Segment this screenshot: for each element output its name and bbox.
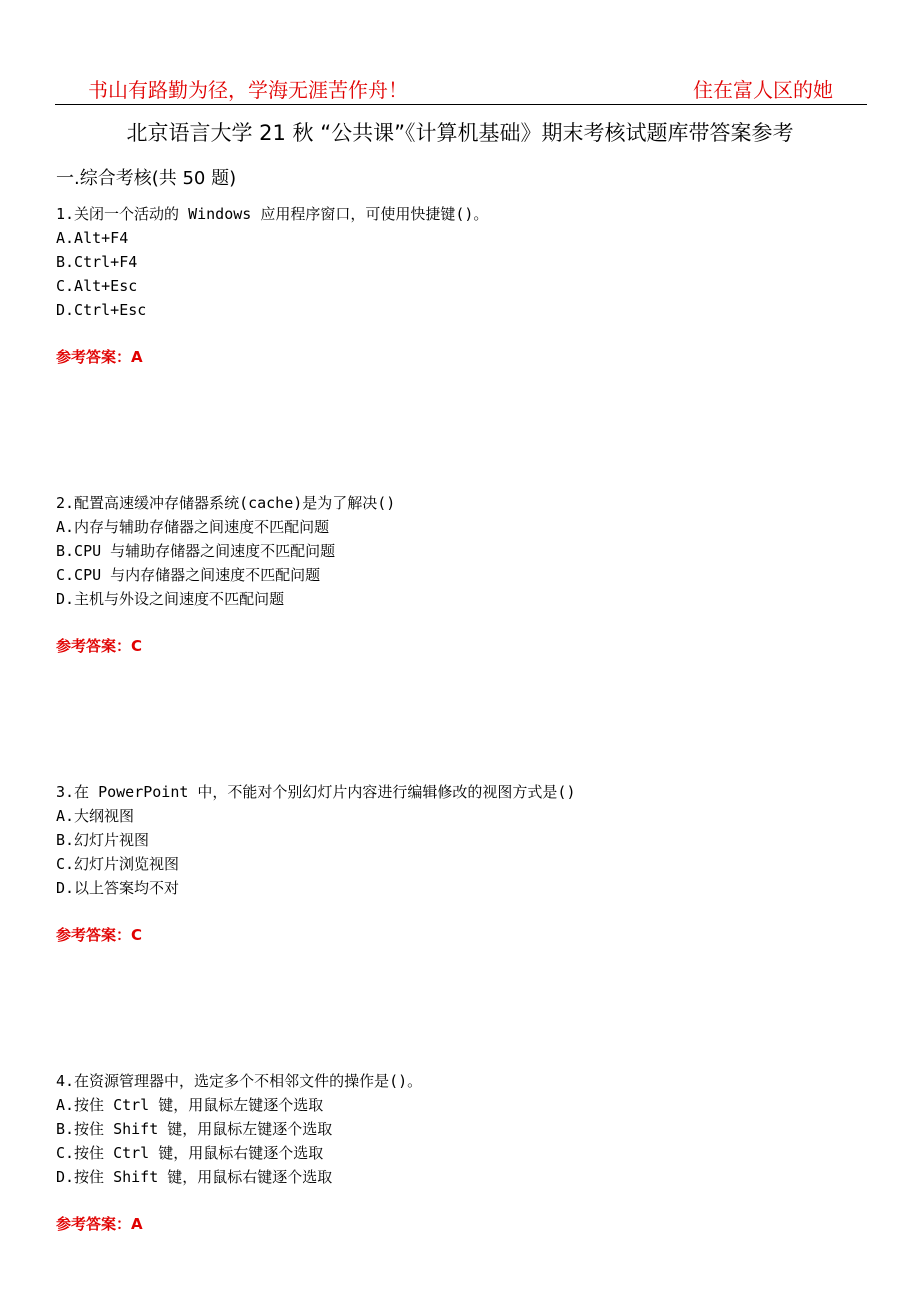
option-b: B.按住 Shift 键，用鼠标左键逐个选取 [56,1120,333,1138]
question-stem: 3.在 PowerPoint 中，不能对个别幻灯片内容进行编辑修改的视图方式是() [56,783,576,801]
option-b: B.Ctrl+F4 [56,253,138,271]
option-c: C.幻灯片浏览视图 [56,855,180,873]
document-title: 北京语言大学 21 秋 “公共课”《计算机基础》期末考核试题库带答案参考 [126,121,794,145]
option-a: A.大纲视图 [56,807,135,825]
question-stem: 4.在资源管理器中，选定多个不相邻文件的操作是()。 [56,1072,423,1090]
reference-answer: 参考答案：C [56,926,143,944]
option-d: D.按住 Shift 键，用鼠标右键逐个选取 [56,1168,333,1186]
option-d: D.主机与外设之间速度不匹配问题 [56,590,285,608]
option-d: D.以上答案均不对 [56,879,180,897]
option-b: B.幻灯片视图 [56,831,150,849]
reference-answer: 参考答案：A [56,1215,143,1233]
reference-answer: 参考答案：C [56,637,143,655]
question-block [56,491,876,658]
option-a: A.内存与辅助存储器之间速度不匹配问题 [56,518,330,536]
option-a: A.按住 Ctrl 键，用鼠标左键逐个选取 [56,1096,324,1114]
option-b: B.CPU 与辅助存储器之间速度不匹配问题 [56,542,336,560]
option-c: C.Alt+Esc [56,277,138,295]
reference-answer: 参考答案：A [56,348,143,366]
header-motto: 书山有路勤为径，学海无涯苦作舟！ [88,78,408,102]
option-d: D.Ctrl+Esc [56,301,147,319]
page-header [55,72,867,105]
option-a: A.Alt+F4 [56,229,129,247]
section-title: 一.综合考核(共 50 题) [56,168,237,189]
option-c: C.按住 Ctrl 键，用鼠标右键逐个选取 [56,1144,324,1162]
question-block [56,1069,876,1236]
question-block [56,202,876,369]
question-stem: 1.关闭一个活动的 Windows 应用程序窗口，可使用快捷键()。 [56,205,489,223]
question-block [56,780,876,947]
option-c: C.CPU 与内存储器之间速度不匹配问题 [56,566,321,584]
question-stem: 2.配置高速缓冲存储器系统(cache)是为了解决() [56,494,396,512]
header-author: 住在富人区的她 [693,78,833,102]
